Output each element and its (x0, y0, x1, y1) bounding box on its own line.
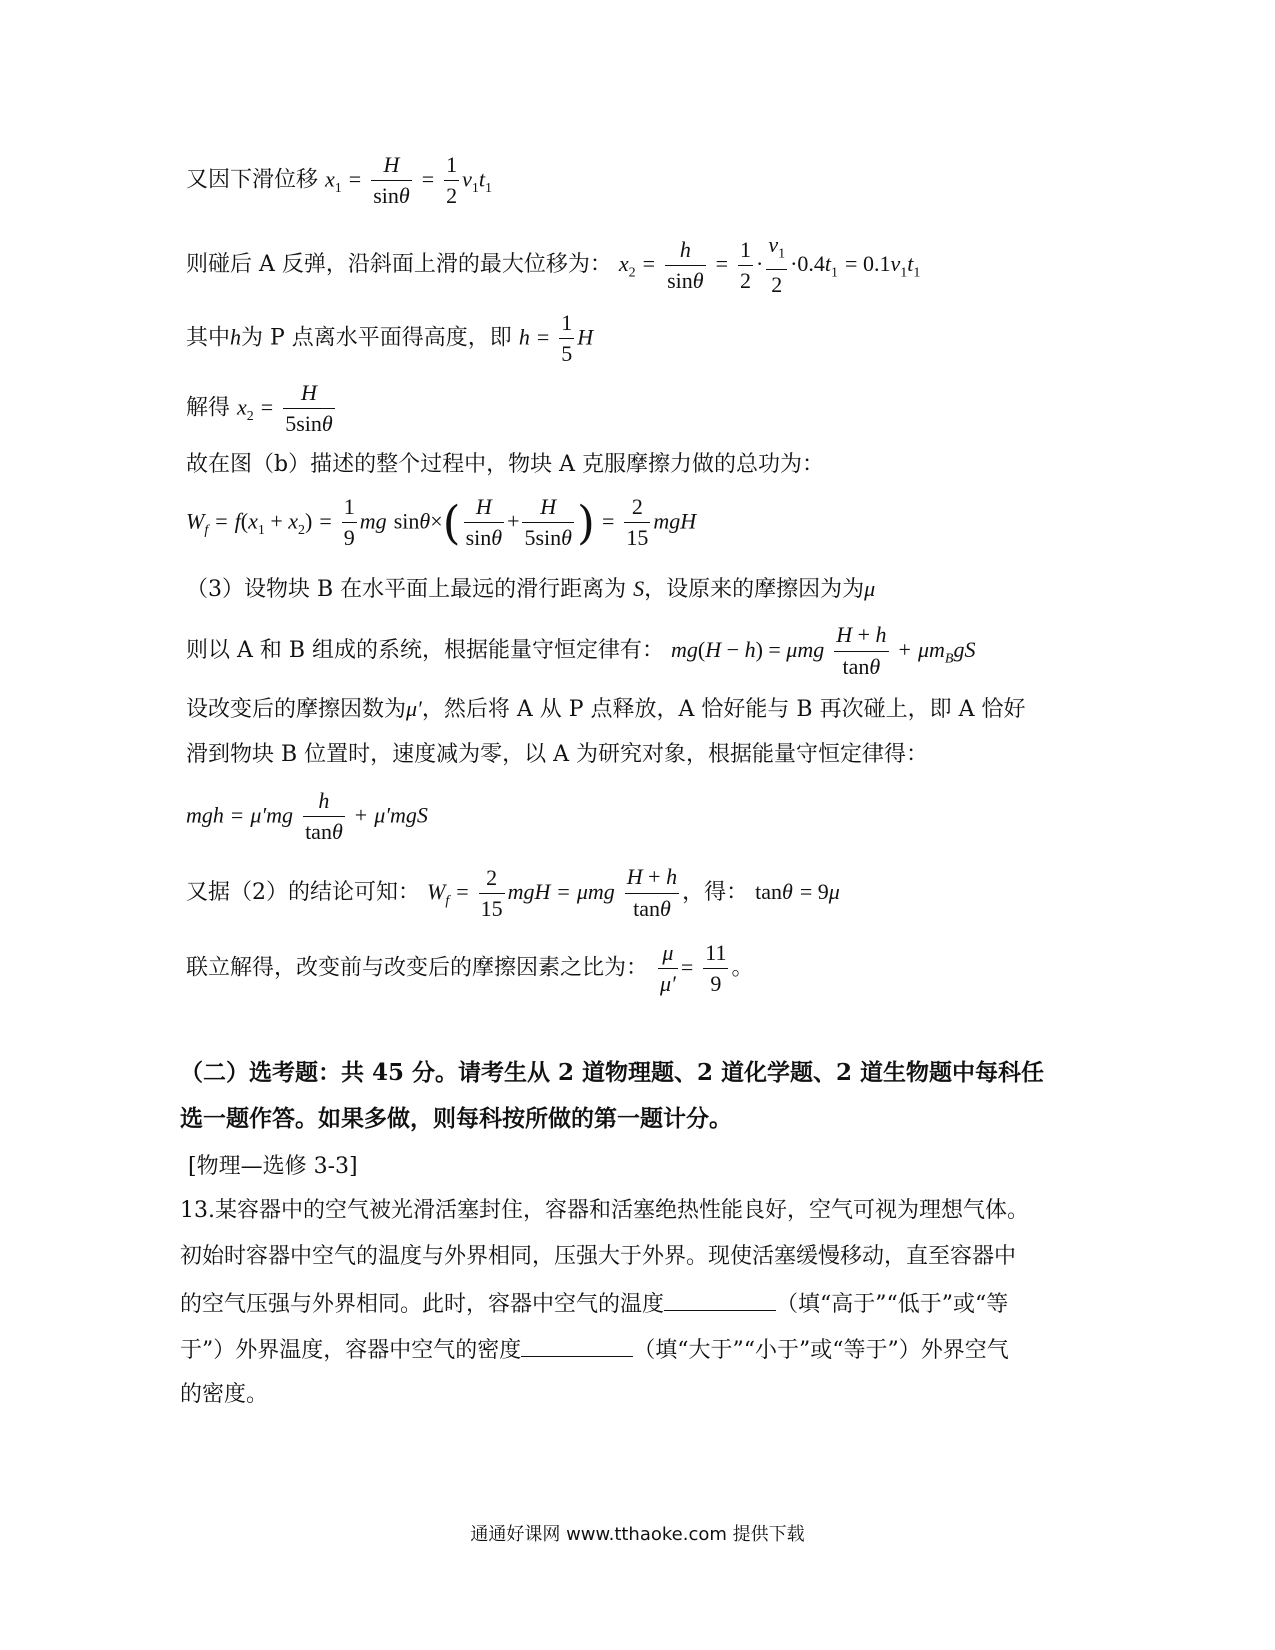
question-line-3: 的空气压强与外界相同。此时，容器中空气的温度 （填“高于”“低于”或“等 (180, 1288, 1008, 1320)
question-line-1: 13.某容器中的空气被光滑活塞封住，容器和活塞绝热性能良好，空气可视为理想气体。 (180, 1198, 1029, 1223)
question-line-2: 初始时容器中空气的温度与外界相同，压强大于外界。现使活塞缓慢移动，直至容器中 (180, 1244, 1017, 1269)
answer-blank-1[interactable] (664, 1288, 776, 1311)
fraction: $\frac{1}{2}$ (446, 152, 458, 208)
eq-line-4: 解得 $x_2$ = $\frac{H}{5\sin\theta}$ (186, 380, 333, 436)
eq-line-3: 其中h为 P 点离水平面得高度，即 h = $\frac{1}{5}$ H (186, 310, 594, 366)
text-line-5: 故在图（b）描述的整个过程中，物块 A 克服摩擦力做的总功为： (186, 452, 824, 477)
page-footer: 通通好课网 www.tthaoke.com 提供下载 (470, 1524, 805, 1545)
text-line-7: （3）设物块 B 在水平面上最远的滑行距离为 S，设原来的摩擦因为为μ (186, 576, 876, 602)
section-tag: [物理—选修 3-3] (188, 1154, 358, 1179)
eq-line-6: $W_f = f(x_1 + x_2)$ = $\frac{1}{9}$ mg sinθ×( $\frac{H}{\sin\theta}$ + $\frac{H}{5\sin\theta}$ ) = $\frac{2}{15}$ mgH (186, 494, 697, 550)
section-heading-line-2: 选一题作答。如果多做，则每科按所做的第一题计分。 (180, 1105, 732, 1132)
text-line-10: 滑到物块 B 位置时，速度减为零，以 A 为研究对象，根据能量守恒定律得： (186, 742, 929, 767)
text-line-9: 设改变后的摩擦因数为μ′，然后将 A 从 P 点释放，A 恰好能与 B 再次碰上，即 A 恰好 (186, 696, 1026, 722)
eq-line-12: 又据（2）的结论可知： $W_f$ = $\frac{2}{15}$ mgH = μmg $\frac{H + h}{\tan\theta}$ ，得： tanθ = 9μ (186, 864, 840, 921)
eq-line-1: 又因下滑位移 $x_1$ = $\frac{H}{\sin\theta}$ = $\frac{1}{2}$ $v_1t_1$ (186, 150, 492, 211)
eq-line-8: 则以 A 和 B 组成的系统，根据能量守恒定律有： mg(H − h) = μmg $\frac{H + h}{\tan\theta}$ + $\mu m_BgS$ (186, 622, 976, 679)
eq-line-13: 联立解得，改变前与改变后的摩擦因素之比为： $\frac{\mu}{\mu'}$ = $\frac{11}{9}$ 。 (186, 940, 754, 996)
eq-line-11: mgh = μ′mg $\frac{h}{\tan\theta}$ + μ′mgS (186, 788, 428, 844)
question-line-4: 于”）外界温度，容器中空气的密度 （填“大于”“小于”或“等于”）外界空气 (180, 1334, 1009, 1366)
fraction: $\frac{H}{\sin\theta}$ (373, 152, 410, 208)
answer-blank-2[interactable] (521, 1334, 633, 1357)
eq-line-2: 则碰后 A 反弹，沿斜面上滑的最大位移为： $x_2$ = $\frac{h}{\sin\theta}$ = $\frac{1}{2}$ · $\frac{v_1}{2}$ $\cdot 0.4t_1 = 0.1v_1t_1$ (186, 232, 921, 298)
section-heading-line-1: （二）选考题：共 45 分。请考生从 2 道物理题、2 道化学题、2 道生物题中每科任 (180, 1059, 1045, 1086)
question-line-5: 的密度。 (180, 1382, 269, 1407)
